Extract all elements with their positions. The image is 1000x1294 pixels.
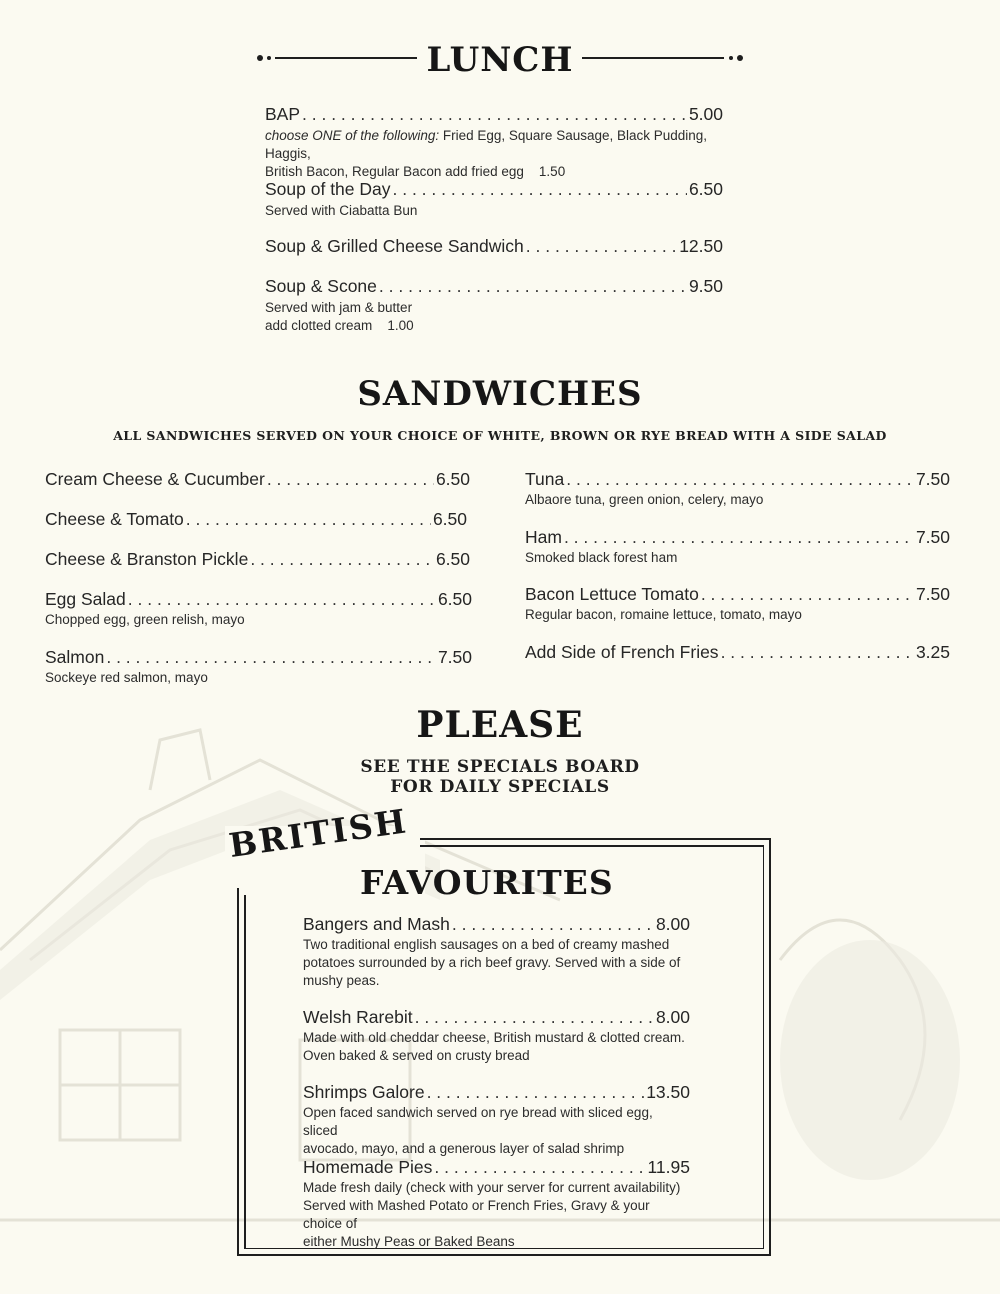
item-name: Cream Cheese & Cucumber: [45, 469, 265, 489]
item-description: Served with Mashed Potato or French Fries, Gravy & your choice of: [303, 1198, 650, 1231]
item-price: 6.50: [688, 179, 723, 199]
menu-item: [265, 276, 723, 335]
specials-line: SEE THE SPECIALS BOARD: [360, 757, 640, 777]
item-description: Made with old cheddar cheese, British mustard & clotted cream.: [303, 1030, 685, 1045]
menu-item: [265, 179, 723, 220]
item-price: 6.50: [437, 589, 472, 609]
item-name: Egg Salad: [45, 589, 126, 609]
header-rule: [582, 57, 724, 59]
specials-title: PLEASE: [416, 704, 584, 746]
item-name: Tuna: [525, 469, 565, 489]
item-name: Homemade Pies: [303, 1157, 433, 1177]
menu-item: [303, 1007, 690, 1065]
item-price: 3.25: [915, 642, 950, 662]
addon-price: 1.00: [387, 318, 414, 333]
item-name: Bangers and Mash: [303, 914, 450, 934]
item-description: mushy peas.: [303, 973, 380, 988]
item-name: Add Side of French Fries: [525, 642, 719, 662]
menu-item: [45, 589, 472, 629]
addon-price: 1.50: [538, 164, 566, 179]
item-price: 9.50: [688, 276, 723, 296]
frame-top-rule: [420, 845, 764, 847]
british-title: BRITISH: [226, 801, 411, 865]
item-description: Chopped egg, green relish, mayo: [45, 612, 245, 627]
item-description: Open faced sandwich served on rye bread with sliced egg, sliced: [303, 1105, 653, 1138]
item-name: Cheese & Branston Pickle: [45, 549, 249, 569]
item-name: Soup of the Day: [265, 179, 391, 199]
sandwiches-title: SANDWICHES: [357, 374, 643, 414]
menu-item: [45, 509, 467, 531]
item-price: 7.50: [437, 647, 472, 667]
menu-item: [265, 236, 723, 258]
item-price: 7.50: [915, 584, 950, 604]
item-description: potatoes surrounded by a rich beef gravy. Served with a side of: [303, 955, 681, 970]
item-price: 6.50: [432, 509, 467, 529]
item-description: Made fresh daily (check with your server for current availability): [303, 1180, 681, 1195]
menu-item: [265, 104, 723, 181]
item-name: Shrimps Galore: [303, 1082, 425, 1102]
menu-item: [525, 469, 950, 509]
item-price: 13.50: [646, 1082, 690, 1102]
item-price: 5.00: [688, 104, 723, 124]
item-price: 7.50: [915, 469, 950, 489]
menu-item: [45, 647, 472, 687]
menu-item: [303, 914, 690, 990]
item-description: British Bacon, Regular Bacon add fried egg: [265, 164, 524, 179]
item-price: 6.50: [435, 549, 470, 569]
item-price: 6.50: [435, 469, 470, 489]
frame-top-rule: [420, 838, 769, 840]
item-description: Regular bacon, romaine lettuce, tomato, mayo: [525, 607, 802, 622]
item-description: Smoked black forest ham: [525, 550, 678, 565]
specials-line: FOR DAILY SPECIALS: [390, 777, 610, 797]
item-name: Welsh Rarebit: [303, 1007, 413, 1027]
menu-item: [525, 527, 950, 567]
item-price: 8.00: [655, 914, 690, 934]
item-description: Served with Ciabatta Bun: [265, 203, 418, 218]
ornament-dot: [729, 56, 733, 60]
menu-item: [525, 642, 950, 664]
item-price: 11.95: [647, 1157, 690, 1177]
sandwiches-subtitle: ALL SANDWICHES SERVED ON YOUR CHOICE OF WHITE, BROWN OR RYE BREAD WITH A SIDE SALAD: [113, 428, 887, 443]
item-name: Cheese & Tomato: [45, 509, 184, 529]
item-description: Oven baked & served on crusty bread: [303, 1048, 530, 1063]
favourites-title: FAVOURITES: [360, 863, 614, 902]
item-name: Salmon: [45, 647, 105, 667]
menu-item: [45, 549, 470, 571]
item-description: Two traditional english sausages on a bed of creamy mashed: [303, 937, 670, 952]
menu-item: [45, 469, 470, 491]
item-price: 12.50: [679, 236, 723, 256]
addon-label: add clotted cream: [265, 318, 373, 333]
lunch-title: LUNCH: [426, 40, 574, 80]
item-name: Soup & Grilled Cheese Sandwich: [265, 236, 524, 256]
item-description: avocado, mayo, and a generous layer of salad shrimp: [303, 1141, 625, 1156]
menu-item: [303, 1082, 690, 1158]
frame-left-rule: [237, 888, 239, 1252]
menu-item: [525, 584, 950, 624]
item-description-prefix: choose ONE of the following:: [265, 128, 440, 143]
item-description: either Mushy Peas or Baked Beans: [303, 1234, 515, 1249]
item-description: Albaore tuna, green onion, celery, mayo: [525, 492, 764, 507]
item-description: Served with jam & butter: [265, 300, 413, 315]
item-price: 7.50: [915, 527, 950, 547]
item-price: 8.00: [655, 1007, 690, 1027]
menu-item: [303, 1157, 690, 1251]
item-description: Sockeye red salmon, mayo: [45, 670, 208, 685]
ornament-dot: [737, 55, 743, 61]
item-name: Ham: [525, 527, 562, 547]
item-name: Soup & Scone: [265, 276, 377, 296]
item-name: Bacon Lettuce Tomato: [525, 584, 699, 604]
frame-left-rule: [244, 895, 246, 1249]
item-name: BAP: [265, 104, 301, 124]
item-description: Fried Egg, Square Sausage, Black Pudding, Haggis,: [265, 128, 708, 161]
